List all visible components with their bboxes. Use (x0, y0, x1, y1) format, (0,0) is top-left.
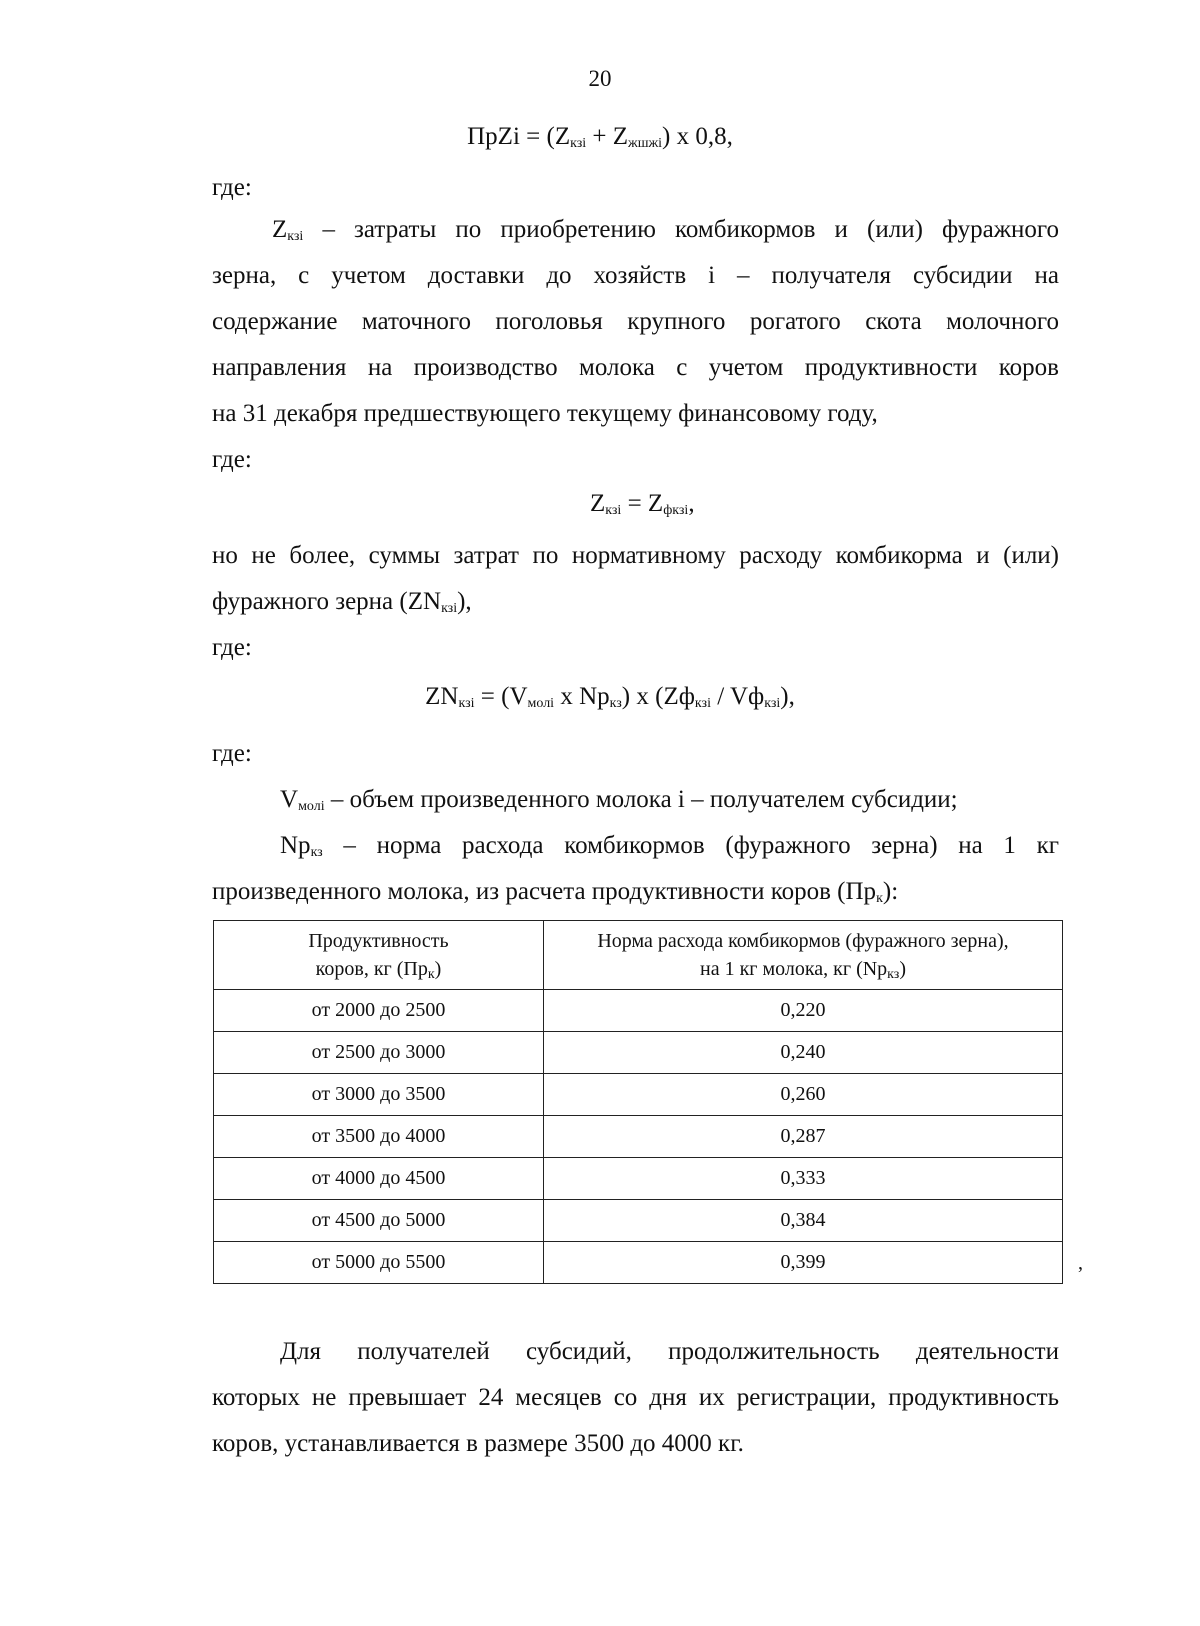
cell-range: от 4000 до 4500 (214, 1158, 544, 1200)
header-text: ) (434, 958, 442, 980)
table-row (214, 1200, 1063, 1242)
formula-text: = Z (621, 490, 664, 517)
formula-zkz (590, 490, 695, 518)
where-label: где: (212, 740, 252, 767)
symbol: Z (272, 216, 288, 243)
formula-text: ), (780, 683, 795, 710)
para-line: содержание маточного поголовья крупного рогатого скота молочного (212, 308, 1059, 335)
header-text: на 1 кг молока, кг (Np (699, 958, 888, 980)
cell-range: от 4500 до 5000 (214, 1200, 544, 1242)
page-number: 20 (588, 66, 612, 91)
para-line (212, 588, 472, 616)
formula-text: ) x (Zф (621, 683, 695, 710)
symbol-subscript: кзi (287, 229, 304, 244)
table-row (214, 1116, 1063, 1158)
text: – норма расхода комбикормов (фуражного зерна) на 1 кг (322, 832, 1059, 859)
formula-subscript: фкзi (663, 503, 689, 518)
formula-text: , (688, 490, 695, 517)
table-row (214, 1158, 1063, 1200)
symbol: Np (280, 832, 311, 859)
formula-subscript: молi (527, 696, 555, 711)
cell-norm: 0,287 (544, 1116, 1063, 1158)
formula-text: = (V (474, 683, 528, 710)
formula-text: x Np (554, 683, 610, 710)
para-line: но не более, суммы затрат по нормативному расходу комбикорма и (или) (212, 542, 1059, 569)
symbol-subscript: к (876, 891, 883, 906)
header-text: коров, кг (Пр (315, 958, 428, 980)
cell-range: от 3000 до 3500 (214, 1074, 544, 1116)
formula-znkz (0, 683, 1200, 711)
formula-text: ) x 0,8, (662, 123, 733, 150)
norms-table (213, 920, 1063, 1284)
formula-subscript: жшжi (628, 136, 663, 151)
table-row (214, 1074, 1063, 1116)
formula-text: ПрZi = (Z (467, 123, 571, 150)
formula-text: / Vф (710, 683, 765, 710)
formula-prz (0, 123, 1200, 151)
symbol-subscript: кз (310, 845, 323, 860)
para-line: коров, устанавливается в размере 3500 до 4000 кг. (212, 1430, 744, 1457)
symbol-subscript: молi (298, 799, 325, 814)
where-label: где: (212, 174, 252, 201)
symbol: V (280, 786, 299, 813)
definition-v (280, 786, 958, 814)
cell-norm: 0,260 (544, 1074, 1063, 1116)
formula-text: ZN (425, 683, 459, 710)
cell-norm: 0,333 (544, 1158, 1063, 1200)
formula-subscript: кзi (605, 503, 622, 518)
table-row (214, 990, 1063, 1032)
table-row (214, 1242, 1063, 1284)
text: произведенного молока, из расчета продуктивности коров (Пр (212, 878, 877, 905)
header-text: ) (899, 958, 906, 980)
cell-range: от 3500 до 4000 (214, 1116, 544, 1158)
table-trailing-comma: , (1078, 1252, 1083, 1274)
text: ), (457, 588, 472, 615)
para-line: направления на производство молока с учетом продуктивности коров (212, 354, 1059, 381)
cell-norm: 0,240 (544, 1032, 1063, 1074)
header-subscript: кз (887, 967, 900, 982)
header-text: Норма расхода комбикормов (фуражного зерна), (597, 930, 1009, 952)
where-label: где: (212, 634, 252, 661)
text: – затраты по приобретению комбикормов и (или) фуражного (303, 216, 1059, 243)
where-label: где: (212, 446, 252, 473)
table-row (214, 1032, 1063, 1074)
formula-subscript: кзi (570, 136, 587, 151)
formula-text: Z (590, 490, 606, 517)
cell-range: от 5000 до 5500 (214, 1242, 544, 1284)
para-line: на 31 декабря предшествующего текущему финансовому году, (212, 400, 878, 427)
symbol-subscript: кзi (441, 601, 458, 616)
text: ): (882, 878, 899, 905)
cell-norm: 0,220 (544, 990, 1063, 1032)
definition-np-cont (212, 878, 898, 906)
header-subscript: к (427, 967, 435, 982)
cell-range: от 2500 до 3000 (214, 1032, 544, 1074)
formula-subscript: кзi (458, 696, 475, 711)
cell-norm: 0,399 (544, 1242, 1063, 1284)
para-line: зерна, с учетом доставки до хозяйств i – получателя субсидии на (212, 262, 1059, 289)
header-text: Продуктивность (308, 930, 449, 952)
text: – объем произведенного молока i – получателем субсидии; (324, 786, 958, 813)
cell-range: от 2000 до 2500 (214, 990, 544, 1032)
para-zkz-line (272, 216, 1059, 244)
formula-subscript: кз (609, 696, 622, 711)
formula-text: + Z (586, 123, 629, 150)
para-line: которых не превышает 24 месяцев со дня их регистрации, продуктивность (212, 1384, 1059, 1411)
table-header-row (214, 921, 1063, 990)
formula-subscript: кзi (764, 696, 781, 711)
header-norm (544, 921, 1063, 990)
definition-np (280, 832, 1059, 860)
text: фуражного зерна (ZN (212, 588, 442, 615)
formula-subscript: кзi (694, 696, 711, 711)
cell-norm: 0,384 (544, 1200, 1063, 1242)
para-line: Для получателей субсидий, продолжительность деятельности (280, 1338, 1059, 1365)
header-productivity (214, 921, 544, 990)
